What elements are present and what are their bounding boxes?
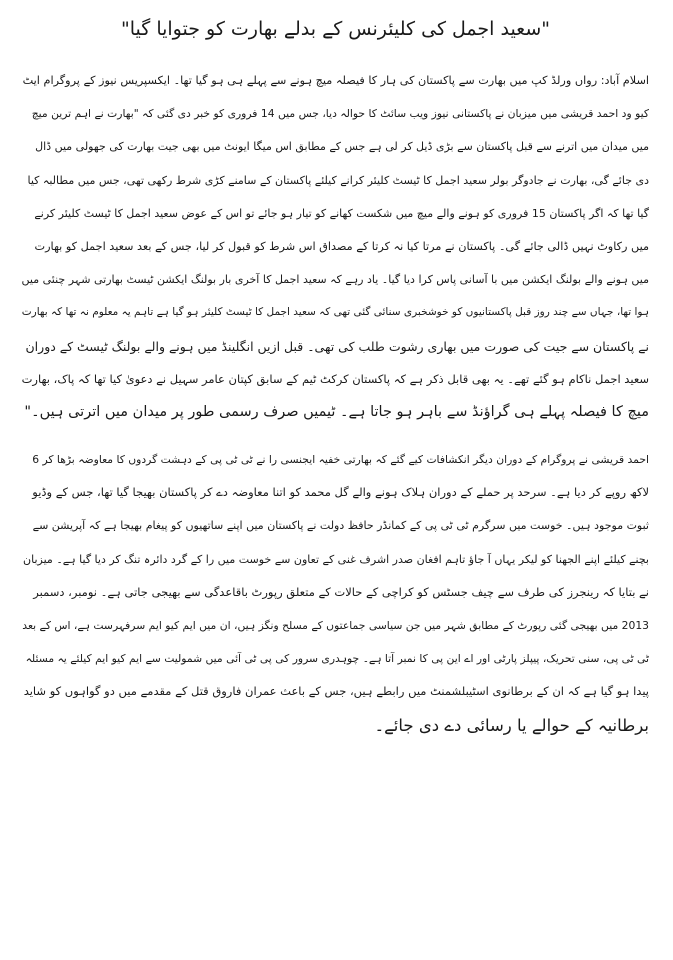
- paragraph-line: نے بتایا کہ رینجرز کی طرف سے چیف جسٹس کو کراچی کے حالات کے متعلق رپورٹ باقاعدگی سے بھیجی جاتی ہے۔ نومبر، دسمبر: [33, 584, 649, 599]
- article-paragraph-1: [22, 64, 649, 429]
- paragraph-spacer: [22, 429, 649, 443]
- paragraph-line: بچنے کیلئے اپنے الجھنا کو لیکر یہاں آ جاؤ تاہم افغان صدر اشرف غنی کے تعاون سے خوست میں را کے گرد دائرہ تنگ کر دیا گیا ہے۔ میزبان: [23, 552, 649, 566]
- paragraph-line: پیدا ہو گیا ہے کہ ان کے برطانوی اسٹیبلشمنٹ میں رابطے ہیں، جس کے باعث عمران فاروق قتل کے مقدمے میں دو گواہوں کو شاید: [23, 684, 649, 699]
- paragraph-line: کیو ود احمد قریشی میں میزبان نے پاکستانی نیوز ویب سائٹ کا حوالہ دیا، جس میں 14 فروری کو خبر دی گئی کہ "بھارت نے اہم ترین میچ: [31, 107, 649, 121]
- paragraph-line: میچ کا فیصلہ پہلے ہی گراؤنڈ سے باہر ہو جاتا ہے۔ ٹیمیں صرف رسمی طور پر میدان میں اترتی ہیں۔": [24, 403, 649, 420]
- paragraph-line: سعید اجمل ناکام ہو گئے تھے۔ یہ بھی قابل ذکر ہے کہ پاکستان کرکٹ ٹیم کے سابق کپتان عامر سہیل نے دعویٰ کیا تھا کہ پاک، بھارت: [22, 371, 649, 386]
- paragraph-line: میں میدان میں اترنے سے قبل پاکستان سے بڑی ڈیل کر لی ہے جس کے مطابق اس میگا ایونٹ میں بھی جیت بھارت کی جھولی میں ڈال: [35, 140, 649, 154]
- paragraph-line: لاکھ روپے کر دیا ہے۔ سرحد پر حملے کے دوران ہلاک ہونے والے گل محمد کو اتنا معاوضہ دے کر پاکستان بھیجا گیا تھا، جس کے وڈیو: [32, 485, 649, 500]
- paragraph-line: اسلام آباد: رواں ورلڈ کپ میں بھارت سے پاکستان کی ہار کا فیصلہ میچ ہونے سے پہلے ہی ہو گیا تھا۔ ایکسپریس نیوز کے پروگرام ایٹ: [22, 74, 649, 87]
- paragraph-line: دی جائے گی، بھارت نے جادوگر بولر سعید اجمل کا ٹیسٹ کلیئر کرانے کیلئے پاکستان کے سامنے کڑی شرط رکھی تھی، جس میں مطالبہ کیا: [27, 173, 649, 187]
- paragraph-line: میں رکاوٹ نہیں ڈالی جائے گی۔ پاکستان نے مرتا کیا نہ کرتا کے مصداق اس شرط کو قبول کر لیا، جس کے بعد سعید اجمل کو بھارت: [34, 239, 649, 253]
- paragraph-line: ثبوت موجود ہیں۔ خوست میں سرگرم ٹی ٹی پی کے کمانڈر حافظ دولت نے پاکستان میں اپنے ساتھیوں کو پیغام بھیجا ہے کہ آپریشن سے: [32, 519, 649, 533]
- paragraph-line: 2013 میں بھیجی گئی رپورٹ کے مطابق شہر میں جن سیاسی جماعتوں کے مسلح ونگز ہیں، ان میں ایم کیو ایم سرفہرست ہے، اس کے بعد: [22, 619, 649, 632]
- article-paragraph-2: [22, 443, 649, 742]
- paragraph-line: ہوا تھا، جہاں سے چند روز قبل پاکستانیوں کو خوشخبری سنائی گئی تھی کہ سعید اجمل کا ٹیسٹ کلیئر ہو گیا ہے تاہم یہ معلوم نہ تھا کہ بھارت: [22, 306, 649, 319]
- paragraph-line: برطانیہ کے حوالے یا رسائی دے دی جائے۔: [374, 715, 649, 735]
- paragraph-line: نے پاکستان سے جیت کی صورت میں بھاری رشوت طلب کی تھی۔ قبل ازیں انگلینڈ میں ہونے والے بولنگ ٹیسٹ کے دوران: [25, 338, 649, 354]
- article-headline: "سعید اجمل کی کلیئرنس کے بدلے بھارت کو جتوایا گیا": [120, 18, 551, 40]
- paragraph-line: احمد قریشی نے پروگرام کے دوران دیگر انکشافات کیے گئے کہ بھارتی خفیہ ایجنسی را نے ٹی ٹی پی کے دہشت گردوں کا معاوضہ بڑھا کر 6: [32, 453, 649, 467]
- paragraph-line: ٹی ٹی پی، سنی تحریک، پیپلز پارٹی اور اے این پی کا نمبر آتا ہے۔ چوہدری سرور کی پی ٹی آئی میں شمولیت سے ایم کیو ایم کیلئے یہ مسئلہ: [25, 652, 649, 666]
- paragraph-line: میں ہونے والے بولنگ ایکشن میں با آسانی پاس کرا دیا گیا۔ یاد رہے کہ سعید اجمل کا آخری بار بولنگ ایکشن ٹیسٹ بھارتی شہر چنئی میں: [22, 273, 649, 287]
- paragraph-line: گیا تھا کہ اگر پاکستان 15 فروری کو ہونے والے میچ میں شکست کھانے کو تیار ہو جائے تو اس کے عوض سعید اجمل کا ٹیسٹ کلیئر کرنے: [34, 206, 649, 220]
